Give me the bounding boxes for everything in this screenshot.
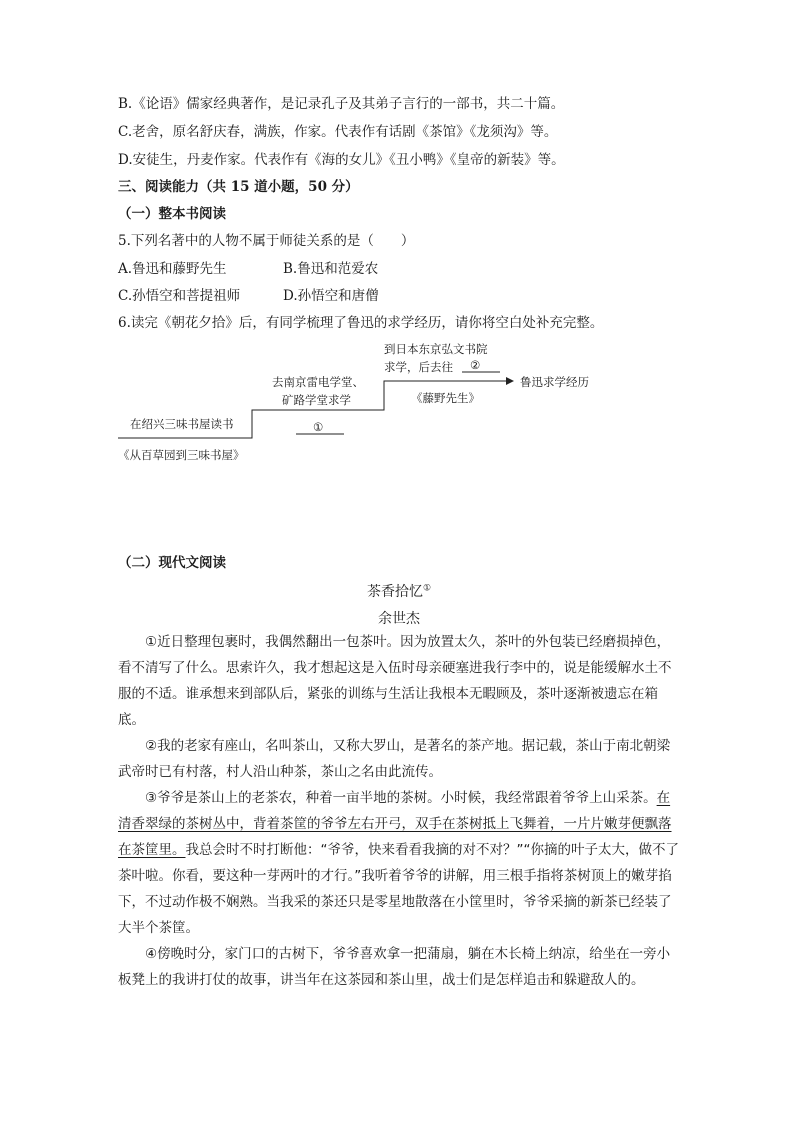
step-1-label: 在绍兴三味书屋读书 — [130, 417, 234, 431]
paragraph-3-underlined-sentence: 在清香翠绿的茶树丛中，背着茶筐的爷爷左右开弓，双手在茶树抵上飞舞着，一片片嫩芽便飘落在茶筐里。 — [118, 790, 672, 858]
article-title-note: ① — [422, 583, 432, 594]
step-2-label-line1: 去南京雷电学堂、 — [272, 375, 364, 389]
paragraph-2: ②我的老家有座山，名叫茶山，又称大罗山，是著名的茶产地。据记载，茶山于南北朝梁武帝时已有村落，村人沿山种茶，茶山之名由此流传。 — [118, 738, 671, 780]
blank-2: ② — [470, 358, 481, 372]
step-1-source: 《从百草园到三味书屋》 — [118, 448, 245, 462]
part-title: （一）整本书阅读 — [118, 206, 226, 222]
part-2-title: （二）现代文阅读 — [118, 555, 226, 571]
option-d: D.安徒生，丹麦作家。代表作有《海的女儿》《丑小鸭》《皇帝的新装》等。 — [118, 152, 565, 168]
option-b: B.《论语》儒家经典著作，是记录孔子及其弟子言行的一部书，共二十篇。 — [118, 96, 565, 112]
step-2-label-line2: 矿路学堂求学 — [282, 393, 351, 407]
section-title: 三、阅读能力（共 15 道小题，50 分） — [118, 179, 359, 195]
step-3-label-line1: 到日本东京弘文书院 — [384, 342, 488, 356]
question-5-option-a: A.鲁迅和藤野先生 — [118, 261, 227, 277]
paragraph-1: ①近日整理包裹时，我偶然翻出一包茶叶。因为放置太久，茶叶的外包装已经磨损掉色，看不清写了什么。思索许久，我才想起这是入伍时母亲硬塞进我行李中的，说是能缓解水土不服的不适。谁承想来到部队后，紧张的训练与生活让我根本无暇顾及，茶叶逐渐被遗忘在箱底。 — [118, 634, 672, 728]
question-5-option-c: C.孙悟空和菩提祖师 — [118, 288, 241, 304]
arrow-label: 鲁迅求学经历 — [520, 375, 589, 389]
article-author: 余世杰 — [378, 611, 420, 627]
paragraph-4: ④傍晚时分，家门口的古树下，爷爷喜欢拿一把蒲扇，躺在木长椅上纳凉，给坐在一旁小板凳上的我讲打仗的故事，讲当年在这茶园和茶山里，战士们是怎样追击和躲避敌人的。 — [118, 946, 671, 988]
arrow-head-icon — [506, 377, 514, 385]
article-title-text: 茶香拾忆 — [366, 584, 423, 600]
step-3-label-line2: 求学，后去往 — [384, 360, 453, 374]
blank-1: ① — [313, 420, 324, 434]
article-title — [118, 581, 680, 601]
step-3-source: 《藤野先生》 — [411, 391, 480, 405]
question-6-stem: 6.读完《朝花夕拾》后，有同学梳理了鲁迅的求学经历，请你将空白处补充完整。 — [118, 315, 604, 331]
article-body — [118, 629, 680, 993]
question-5-stem: 5.下列名著中的人物不属于师徒关系的是（ ） — [118, 233, 415, 249]
question-5-option-b: B.鲁迅和范爱农 — [283, 261, 379, 277]
paragraph-3-intro: ③爷爷是茶山上的老茶农，种着一亩半地的茶树。小时候，我经常跟着爷爷上山采茶。 — [145, 790, 657, 806]
question-5-option-d: D.孙悟空和唐僧 — [283, 288, 379, 304]
paragraph-3 — [118, 785, 680, 941]
option-c: C.老舍，原名舒庆春，满族，作家。代表作有话剧《茶馆》《龙须沟》等。 — [118, 124, 558, 140]
paragraph-3-rest: 我总会时不时打断他：“爷爷，快来看看我摘的对不对？”“你摘的叶子太大，做不了茶叶啦。你看，要这种一芽两叶的才行。”我听着爷爷的讲解，用三根手指将茶树顶上的嫩芽掐下，不过动作极不娴熟。当我采的茶还只是零星地散落在小筐里时，爷爷采摘的新茶已经装了大半个茶筐。 — [118, 842, 679, 936]
